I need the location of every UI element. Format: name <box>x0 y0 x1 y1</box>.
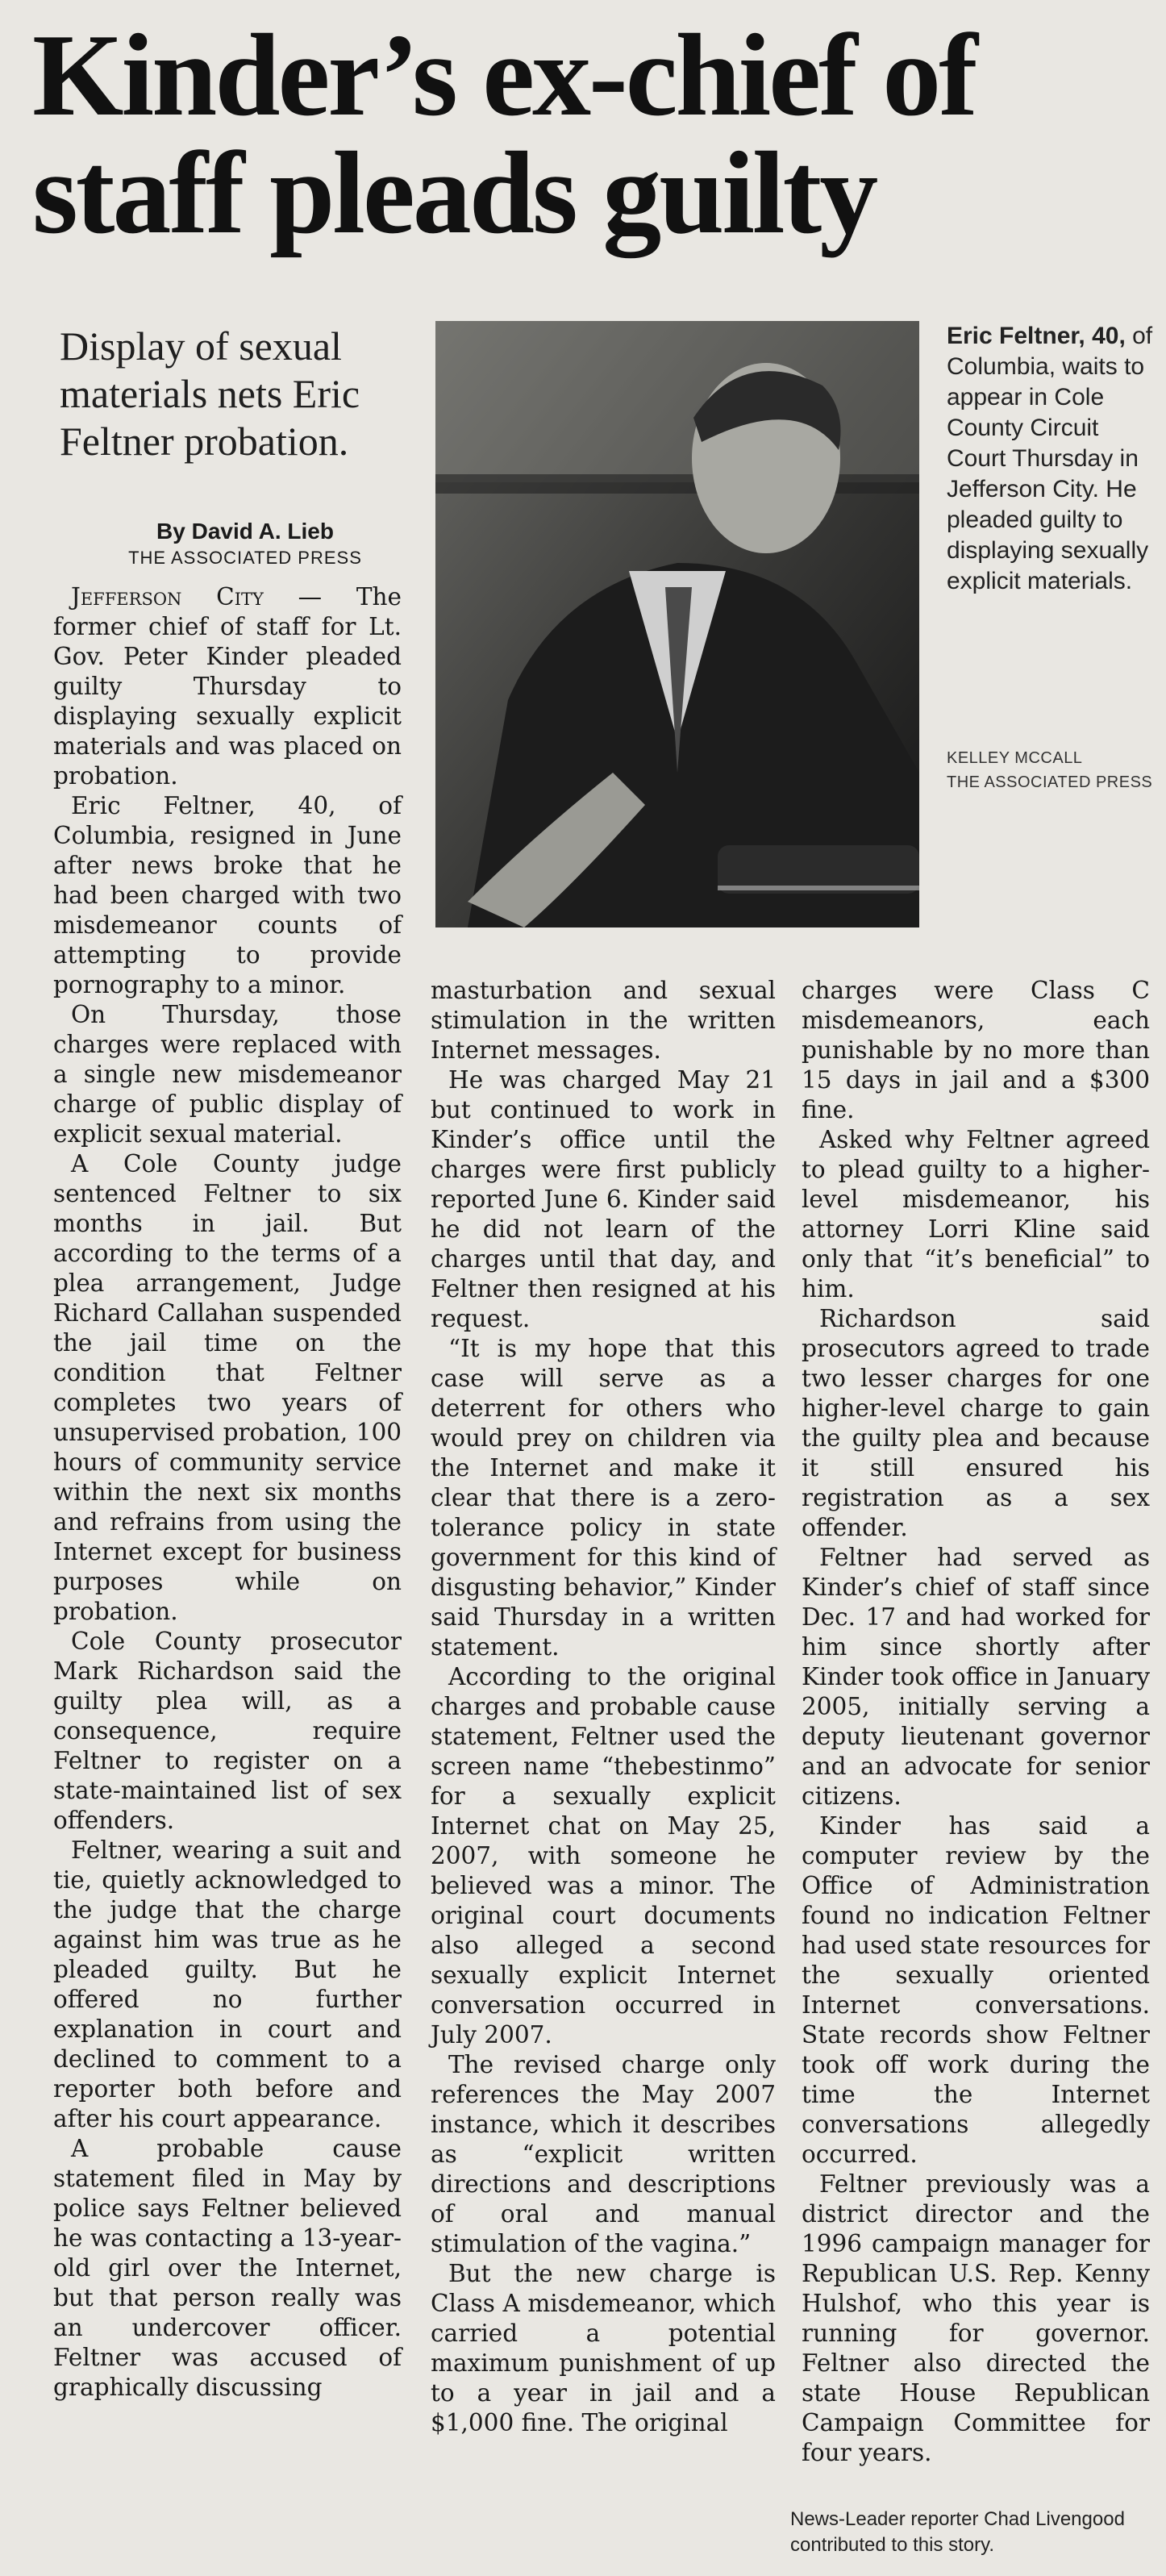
caption-text: of Columbia, waits to appear in Cole County Circuit Court Thursday in Jefferson City. He pleaded guilty to displaying sexually explicit materials. <box>947 323 1153 594</box>
photo-credit <box>947 746 1158 794</box>
paragraph: “It is my hope that this case will serve as a deterrent for others who would prey on children via the Internet and make it clear that there is a zero-tolerance policy in state government for this kind of disgusting behavior,” Kinder said Thursday in a written statement. <box>431 1335 776 1661</box>
byline-author: By David A. Lieb <box>156 519 334 544</box>
dateline: Jefferson City — <box>71 583 323 611</box>
paragraph: masturbation and sexual stimulation in the written Internet messages. <box>431 977 776 1064</box>
article-column-2 <box>431 976 776 2438</box>
credit-name: KELLEY MCCALL <box>947 749 1083 767</box>
article-column-3 <box>802 976 1150 2468</box>
paragraph: A probable cause statement filed in May by police says Feltner believed he was contacting a 13-year-old girl over the Internet, but that person really was an undercover officer. Feltner was accused of graphically discussing <box>53 2135 402 2401</box>
headline-line-2: staff pleads guilty <box>32 127 877 258</box>
paragraph: charges were Class C misdemeanors, each punishable by no more than 15 days in jail and a $300 fine. <box>802 977 1150 1123</box>
photo-caption <box>947 321 1158 597</box>
paragraph: On Thursday, those charges were replaced with a single new misdemeanor charge of public display of explicit sexual material. <box>53 1001 402 1148</box>
credit-organization: THE ASSOCIATED PRESS <box>947 773 1153 791</box>
paragraph: Eric Feltner, 40, of Columbia, resigned in June after news broke that he had been charged with two misdemeanor counts of attempting to provide pornography to a minor. <box>53 792 402 998</box>
byline <box>60 516 431 569</box>
paragraph: Feltner previously was a district director and the 1996 campaign manager for Republican U.S. Rep. Kenny Hulshof, who this year is running for governor. Feltner also directed the state House Republican Campaign Committee for four years. <box>802 2170 1150 2466</box>
paragraph: Feltner, wearing a suit and tie, quietly acknowledged to the judge that the charge against him was true as he pleaded guilty. But he offered no further explanation in court and declined to comment to a reporter both before and after his court appearance. <box>53 1836 402 2132</box>
paragraph: Cole County prosecutor Mark Richardson said the guilty plea will, as a consequence, require Feltner to register on a state-maintained list of sex offenders. <box>53 1628 402 1834</box>
byline-organization: THE ASSOCIATED PRESS <box>128 548 362 568</box>
headline <box>32 10 1153 258</box>
deck: Display of sexual materials nets Eric Feltner probation. <box>60 323 360 464</box>
photo-illustration <box>435 321 919 927</box>
caption-name: Eric Feltner, 40, <box>947 323 1126 349</box>
paragraph: Jefferson City — The former chief of staff for Lt. Gov. Peter Kinder pleaded guilty Thursday to displaying sexually explicit materials and was placed on probation. <box>53 583 402 790</box>
paragraph: He was charged May 21 but continued to work in Kinder’s office until the charges were first publicly reported June 6. Kinder said he did not learn of the charges until that day, and Feltner then resigned at his request. <box>431 1066 776 1332</box>
paragraph: A Cole County judge sentenced Feltner to six months in jail. But according to the terms of a plea arrangement, Judge Richard Callahan suspended the jail time on the condition that Feltner completes two years of unsupervised probation, 100 hours of community service within the next six months and refrains from using the Internet except for business purposes while on probation. <box>53 1150 402 1625</box>
news-photo <box>435 321 919 927</box>
paragraph: The revised charge only references the May 2007 instance, which it describes as “explicit written directions and descriptions of oral and manual stimulation of the vagina.” <box>431 2051 776 2257</box>
paragraph: But the new charge is Class A misdemeanor, which carried a potential maximum punishment of up to a year in jail and a $1,000 fine. The original <box>431 2260 776 2436</box>
article-column-1 <box>53 582 402 2403</box>
paragraph: Asked why Feltner agreed to plead guilty to a higher-level misdemeanor, his attorney Lorri Kline said only that “it’s beneficial” to him. <box>802 1126 1150 1303</box>
paragraph: Feltner had served as Kinder’s chief of staff since Dec. 17 and had worked for him since shortly after Kinder took office in January 2005, initially serving a deputy lieutenant governor and an advocate for senior citizens. <box>802 1544 1150 1810</box>
paragraph: Kinder has said a computer review by the Office of Administration found no indication Feltner had used state resources for the sexually oriented Internet conversations. State records show Feltner took off work during the time the Internet conversations allegedly occurred. <box>802 1812 1150 2168</box>
contributor-note: News-Leader reporter Chad Livengood contributed to this story. <box>790 2508 1125 2556</box>
paragraph: According to the original charges and probable cause statement, Feltner used the screen name “thebestinmo” for a sexually explicit Internet chat on May 25, 2007, with someone he believed was a minor. The original court documents also alleged a second sexually explicit Internet conversation occurred in July 2007. <box>431 1663 776 2049</box>
headline-line-1: Kinder’s ex-chief of <box>32 10 976 140</box>
paragraph: Richardson said prosecutors agreed to trade two lesser charges for one higher-level charge to gain the guilty plea and because it still ensured his registration as a sex offender. <box>802 1305 1150 1541</box>
